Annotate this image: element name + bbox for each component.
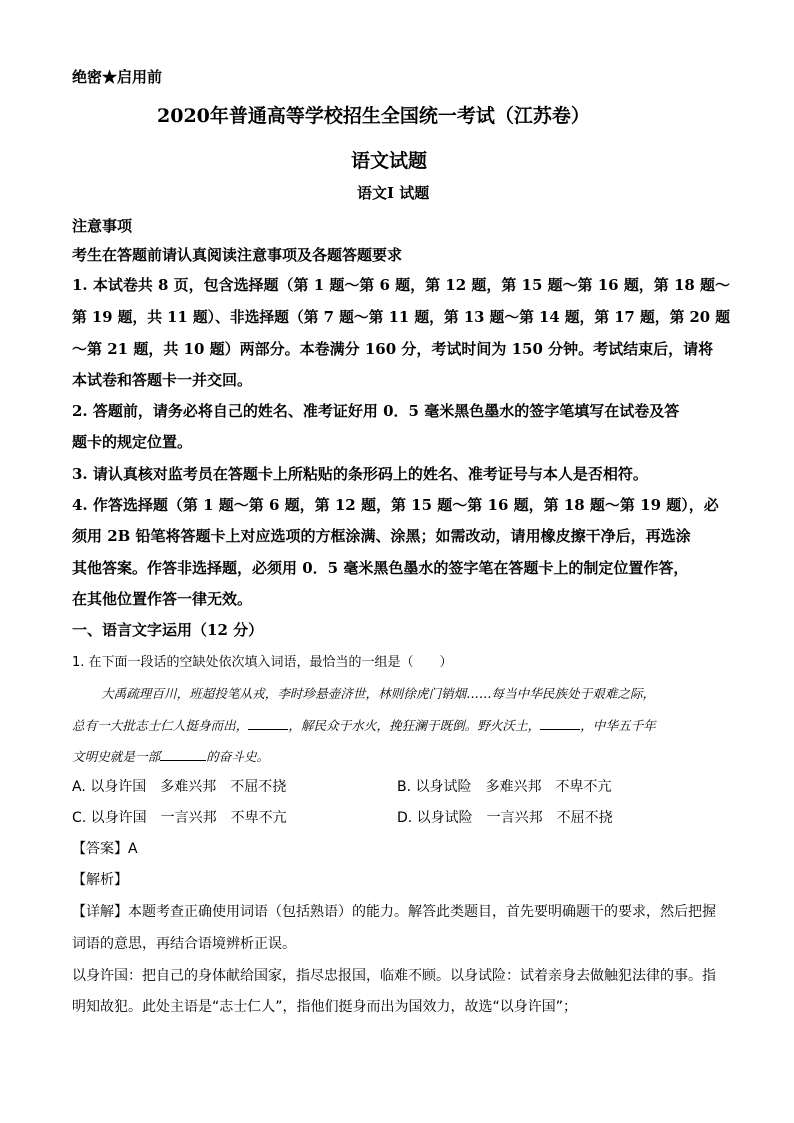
notice-line: 第 19 题，共 11 题）、非选择题（第 7 题～第 11 题，第 13 题～第 14 题，第 17 题，第 20 题 [72, 308, 731, 326]
analysis-label: 【解析】 [72, 872, 128, 888]
notice-line: 1. 本试卷共 8 页，包含选择题（第 1 题～第 6 题，第 12 题，第 15 题～第 16 题，第 18 题～ [72, 276, 731, 294]
detail-line: 明知故犯。此处主语是“志士仁人”，指他们挺身而出为国效力，故选“以身许国”； [72, 999, 578, 1015]
passage-line-1: 大禹疏理百川，班超投笔从戎，李时珍悬壶济世，林则徐虎门销烟……每当中华民族处于艰难之际， [101, 686, 656, 701]
secret-label: 绝密★启用前 [72, 68, 163, 86]
notice-line: ～第 21 题，共 10 题）两部分。本卷满分 160 分，考试时间为 150 分钟。考试结束后，请将 [72, 340, 714, 358]
blank-2 [540, 715, 580, 730]
notice-line: 须用 2B 铅笔将答题卡上对应选项的方框涂满、涂黑；如需改动，请用橡皮擦干净后，再选涂 [72, 527, 691, 545]
detail-line: 词语的意思，再结合语境辨析正误。 [72, 936, 296, 952]
notice-line: 题卡的规定位置。 [72, 433, 193, 451]
detail-line: 【详解】本题考查正确使用词语（包括熟语）的能力。解答此类题目，首先要明确题干的要求，然后把握 [72, 904, 716, 920]
passage-line-3 [72, 746, 269, 765]
option-d: D. 以身试险 一言兴邦 不屈不挠 [397, 810, 613, 826]
question-stem: 1. 在下面一段话的空缺处依次填入词语，最恰当的一组是（ ） [72, 655, 453, 670]
notice-heading: 注意事项 [72, 217, 133, 235]
blank-3 [160, 746, 206, 761]
notice-line: 其他答案。作答非选择题，必须用 0．5 毫米黑色墨水的签字笔在答题卡上的制定位置作答， [72, 559, 689, 577]
section-heading: 一、语言文字运用（12 分） [72, 621, 264, 639]
passage-line-2 [72, 715, 656, 734]
answer-label: 【答案】A [72, 841, 138, 857]
notice-line: 在其他位置作答一律无效。 [72, 590, 253, 608]
option-b: B. 以身试险 多难兴邦 不卑不亢 [397, 779, 612, 795]
notice-intro: 考生在答题前请认真阅读注意事项及各题答题要求 [72, 246, 403, 264]
passage-text: ，中华五千年 [580, 718, 656, 733]
option-a: A. 以身许国 多难兴邦 不屈不挠 [72, 779, 287, 795]
passage-text: ，解民众于水火，挽狂澜于既倒。野火沃土， [288, 718, 541, 733]
part-title: 语文Ⅰ 试题 [357, 184, 430, 202]
notice-line: 2. 答题前，请务必将自己的姓名、准考证好用 0．5 毫米黑色墨水的签字笔填写在试卷及答 [72, 402, 680, 420]
blank-1 [248, 715, 288, 730]
passage-text: 总有一大批志士仁人挺身而出， [72, 718, 249, 733]
notice-line: 3. 请认真核对监考员在答题卡上所粘贴的条形码上的姓名、准考证号与本人是否相符。 [72, 465, 648, 483]
exam-title: 2020年普通高等学校招生全国统一考试（江苏卷） [157, 105, 590, 127]
option-c: C. 以身许国 一言兴邦 不卑不亢 [72, 810, 287, 826]
passage-text: 文明史就是一部 [72, 749, 161, 764]
subject-title: 语文试题 [351, 150, 428, 172]
passage-text: 的奋斗史。 [206, 749, 270, 764]
notice-line: 4. 作答选择题（第 1 题～第 6 题，第 12 题，第 15 题～第 16 题，第 18 题～第 19 题），必 [72, 496, 719, 514]
detail-line: 以身许国：把自己的身体献给国家，指尽忠报国，临难不顾。以身试险：试着亲身去做触犯法律的事。指 [72, 968, 716, 984]
notice-line: 本试卷和答题卡一并交回。 [72, 371, 253, 389]
